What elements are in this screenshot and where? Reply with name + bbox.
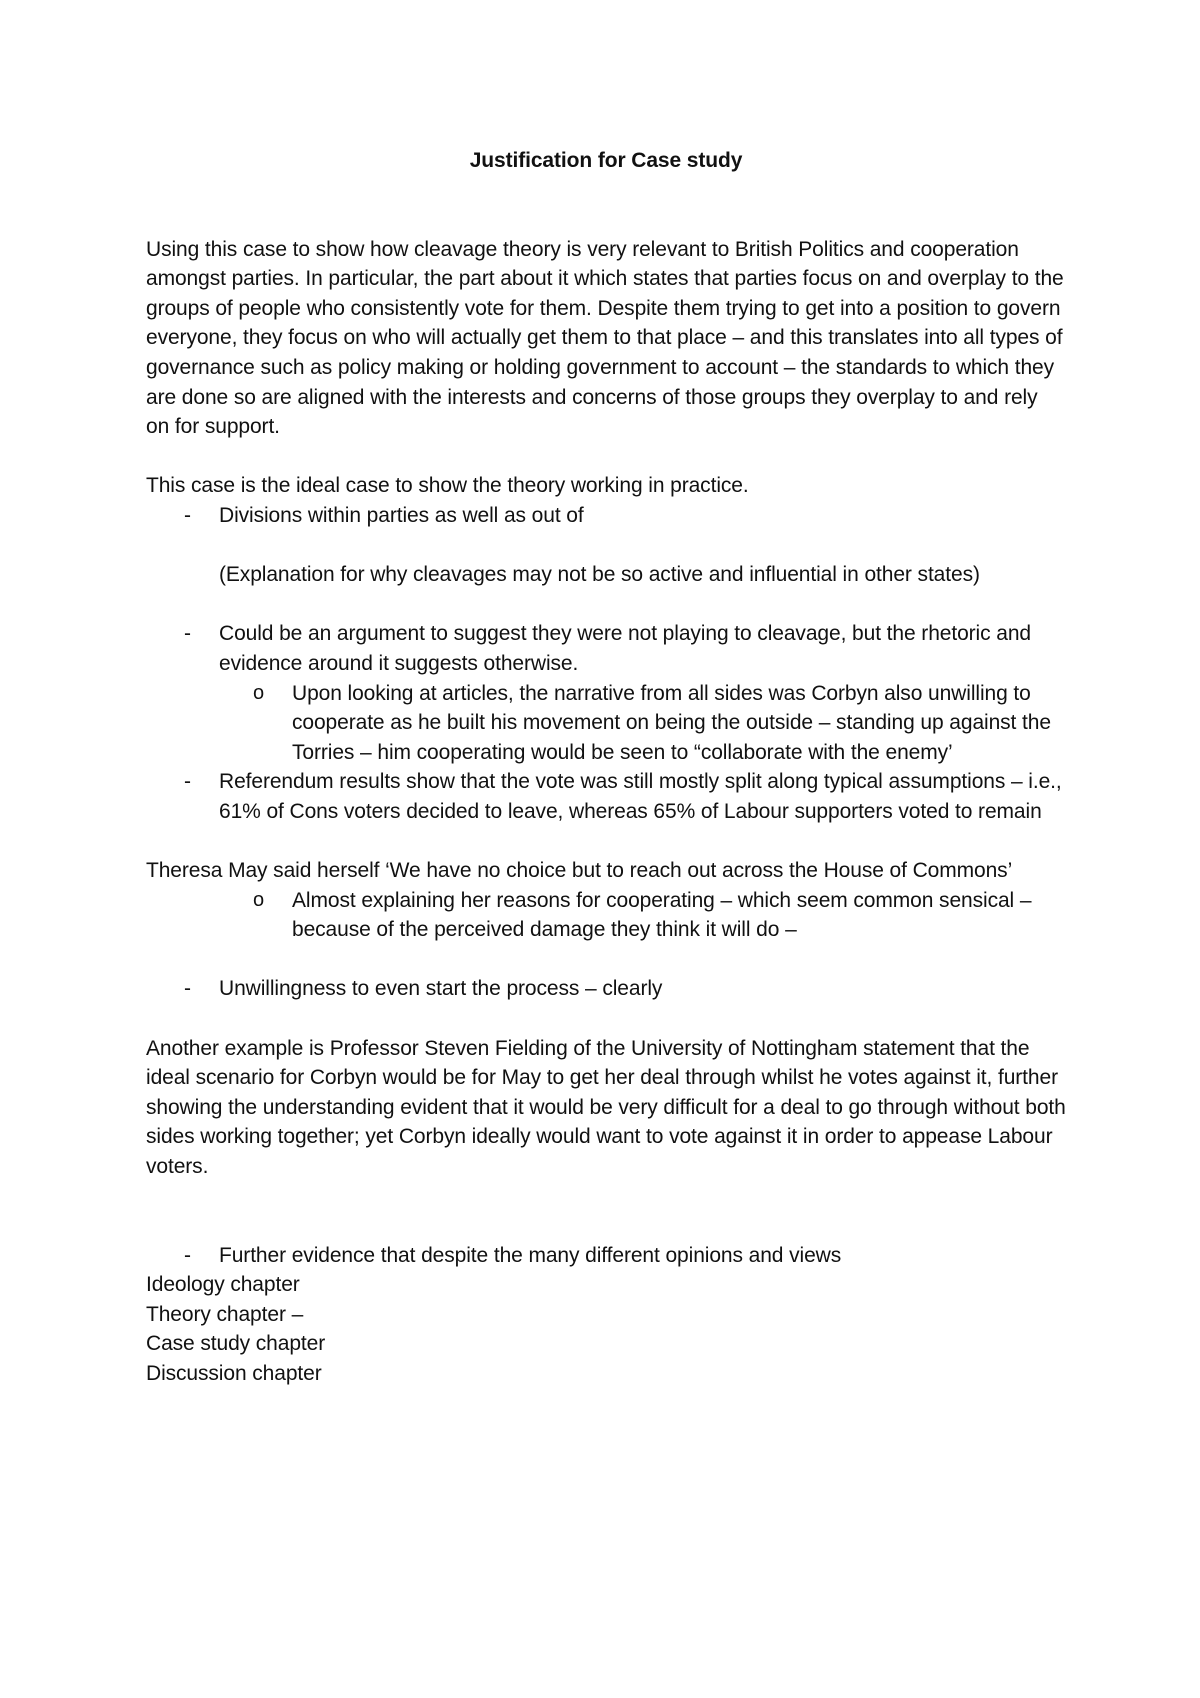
document-title: Justification for Case study — [469, 149, 743, 172]
case-paragraph: This case is the ideal case to show the theory working in practice. — [146, 474, 749, 498]
dash-marker: - — [184, 622, 191, 646]
spacer — [146, 590, 1066, 620]
spacer — [146, 442, 1066, 472]
dash-marker: - — [184, 770, 191, 794]
bullet-item — [146, 1241, 1066, 1271]
bullet-note — [146, 560, 1066, 590]
bullet-text: Could be an argument to suggest they were not playing to cleavage, but the rhetoric and evidence around it suggests otherwise. — [219, 622, 1031, 675]
intro-paragraph: Using this case to show how cleavage theory is very relevant to British Politics and cooperation amongst parties. In particular, the part about it which states that parties focus on and overplay to the groups of people who consistently vote for them. Despite them trying to get into a position to govern everyone, they focus on who will actually get them to that place – and this translates into all types of governance such as policy making or holding government to account – the standards to which they are done so are aligned with the interests and concerns of those groups they overplay to and rely on for support. — [146, 237, 1064, 439]
bullet-item — [146, 619, 1066, 678]
dash-marker: - — [184, 977, 191, 1001]
sub-bullet-text: Almost explaining her reasons for cooperating – which seem common sensical – because of the perceived damage they think it will do – — [292, 888, 1032, 942]
bullet-item — [146, 501, 1066, 531]
spacer — [146, 531, 1066, 561]
bullet-note-text: (Explanation for why cleavages may not be so active and influential in other states) — [219, 563, 980, 587]
bullet-text: Unwillingness to even start the process – clearly — [219, 977, 663, 1001]
spacer — [146, 1004, 1066, 1034]
bullet-item — [146, 974, 1066, 1004]
quote-paragraph: Theresa May said herself ‘We have no choice but to reach out across the House of Commons’ — [146, 859, 1013, 883]
bullet-item — [146, 767, 1066, 826]
chapter-line: Ideology chapter — [146, 1273, 300, 1297]
sub-bullet-item — [146, 886, 1066, 945]
sub-bullet-item — [146, 679, 1066, 768]
document-body — [146, 146, 1066, 1389]
spacer — [146, 1182, 1066, 1241]
spacer — [146, 826, 1066, 856]
example-paragraph: Another example is Professor Steven Fielding of the University of Nottingham statement that the ideal scenario for Corbyn would be for May to get her deal through whilst he votes against it, further showing the understanding evident that it would be very difficult for a deal to go through without both sides working together; yet Corbyn ideally would want to vote against it in order to appease Labour voters. — [146, 1036, 1066, 1178]
chapter-line: Case study chapter — [146, 1332, 326, 1356]
spacer — [146, 945, 1066, 975]
sub-bullet-text: Upon looking at articles, the narrative from all sides was Corbyn also unwilling to cooperate as he built his movement on being the outside – standing up against the Torries – him cooperating would be seen to “collaborate with the enemy’ — [292, 681, 1051, 764]
bullet-text: Referendum results show that the vote was still mostly split along typical assumptions – i.e., 61% of Cons voters decided to leave, whereas 65% of Labour supporters voted to remain — [219, 770, 1062, 823]
chapter-line: Discussion chapter — [146, 1361, 322, 1385]
dash-marker: - — [184, 503, 191, 527]
dash-marker: - — [184, 1243, 191, 1267]
circle-marker: o — [253, 681, 265, 704]
chapter-line: Theory chapter – — [146, 1302, 304, 1326]
bullet-text: Further evidence that despite the many different opinions and views — [219, 1243, 842, 1267]
bullet-text: Divisions within parties as well as out of — [219, 503, 584, 527]
circle-marker: o — [253, 888, 265, 911]
